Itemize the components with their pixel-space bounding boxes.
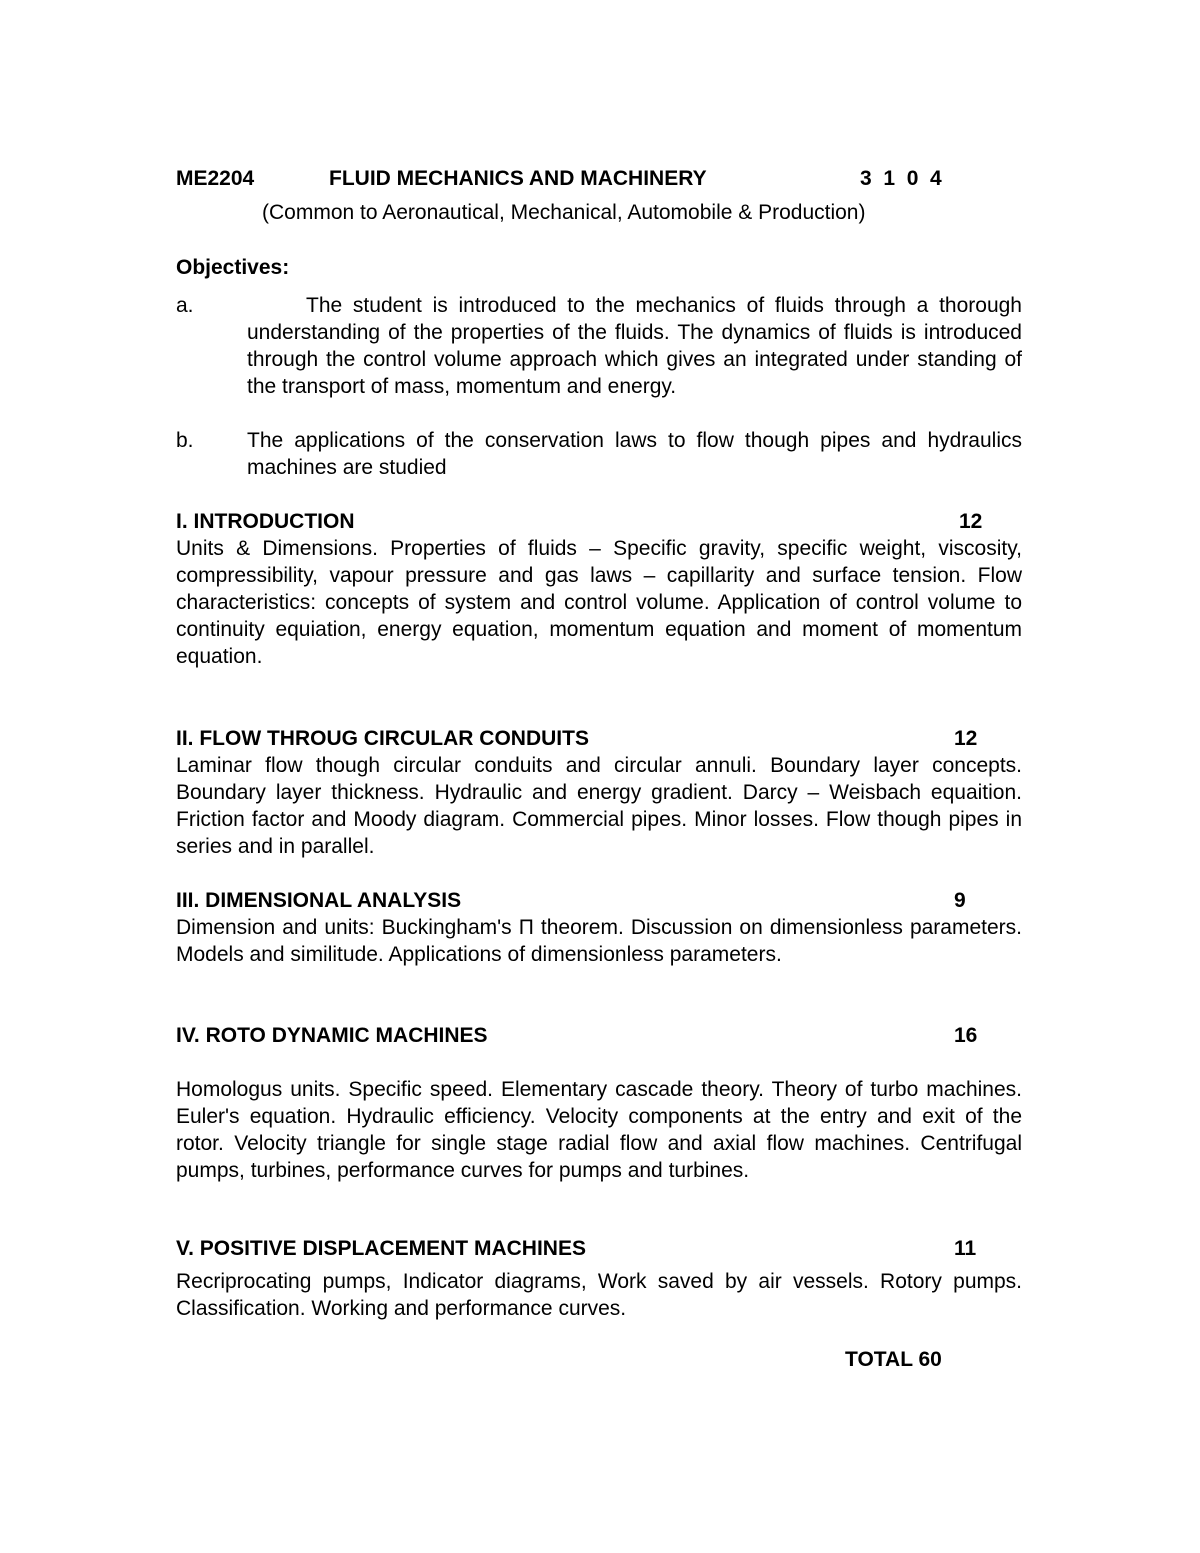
unit-body: Homologus units. Specific speed. Elementary cascade theory. Theory of turbo machines. Euler's equation. Hydraulic efficiency. Velocity components at the entry and exit of the rotor. Velocity triangle for single stage radial flow and axial flow machines. Centrifugal pumps, turbines, performance curves for pumps and turbines. bbox=[176, 1078, 1022, 1182]
unit-hours: 16 bbox=[954, 1024, 978, 1047]
unit-title: II. FLOW THROUG CIRCULAR CONDUITS bbox=[176, 727, 589, 750]
course-title: FLUID MECHANICS AND MACHINERY bbox=[329, 167, 707, 190]
course-subtitle: (Common to Aeronautical, Mechanical, Automobile & Production) bbox=[262, 201, 866, 224]
unit-body: Laminar flow though circular conduits and circular annuli. Boundary layer concepts. Boundary layer thickness. Hydraulic and energy gradient. Darcy – Weisbach equaition. Friction factor and Moody diagram. Commercial pipes. Minor losses. Flow though pipes in series and in parallel. bbox=[176, 754, 1022, 858]
unit-title: III. DIMENSIONAL ANALYSIS bbox=[176, 889, 462, 912]
unit-body: Recriprocating pumps, Indicator diagrams, Work saved by air vessels. Rotory pumps. Classification. Working and performance curves. bbox=[176, 1270, 1022, 1320]
unit-body: Dimension and units: Buckingham's Π theorem. Discussion on dimensionless parameters. Models and similitude. Applications of dimensionless parameters. bbox=[176, 916, 1022, 966]
course-code: ME2204 bbox=[176, 167, 255, 190]
unit-hours: 12 bbox=[954, 727, 978, 750]
total-hours: TOTAL 60 bbox=[845, 1348, 942, 1371]
objective-text: The applications of the conservation laws to flow though pipes and hydraulics machines are studied bbox=[247, 429, 1022, 479]
objective-text: The student is introduced to the mechanics of fluids through a thorough understanding of the properties of the fluids. The dynamics of fluids is introduced through the control volume approach which gives an integrated under standing of the transport of mass, momentum and energy. bbox=[247, 294, 1022, 398]
unit-title: V. POSITIVE DISPLACEMENT MACHINES bbox=[176, 1237, 586, 1260]
unit-title: IV. ROTO DYNAMIC MACHINES bbox=[176, 1024, 488, 1047]
objective-marker: b. bbox=[176, 429, 194, 452]
unit-hours: 12 bbox=[959, 510, 983, 533]
course-credits: 3 1 0 4 bbox=[860, 167, 942, 190]
unit-hours: 11 bbox=[954, 1237, 977, 1260]
unit-title: I. INTRODUCTION bbox=[176, 510, 355, 533]
unit-body: Units & Dimensions. Properties of fluids – Specific gravity, specific weight, viscosity, compressibility, vapour pressure and gas laws – capillarity and surface tension. Flow characteristics: concepts of system and control volume. Application of control volume to continuity equiation, energy equation, momentum equation and moment of momentum equation. bbox=[176, 537, 1022, 668]
objectives-heading: Objectives: bbox=[176, 256, 290, 279]
unit-hours: 9 bbox=[954, 889, 966, 912]
objective-marker: a. bbox=[176, 294, 194, 317]
